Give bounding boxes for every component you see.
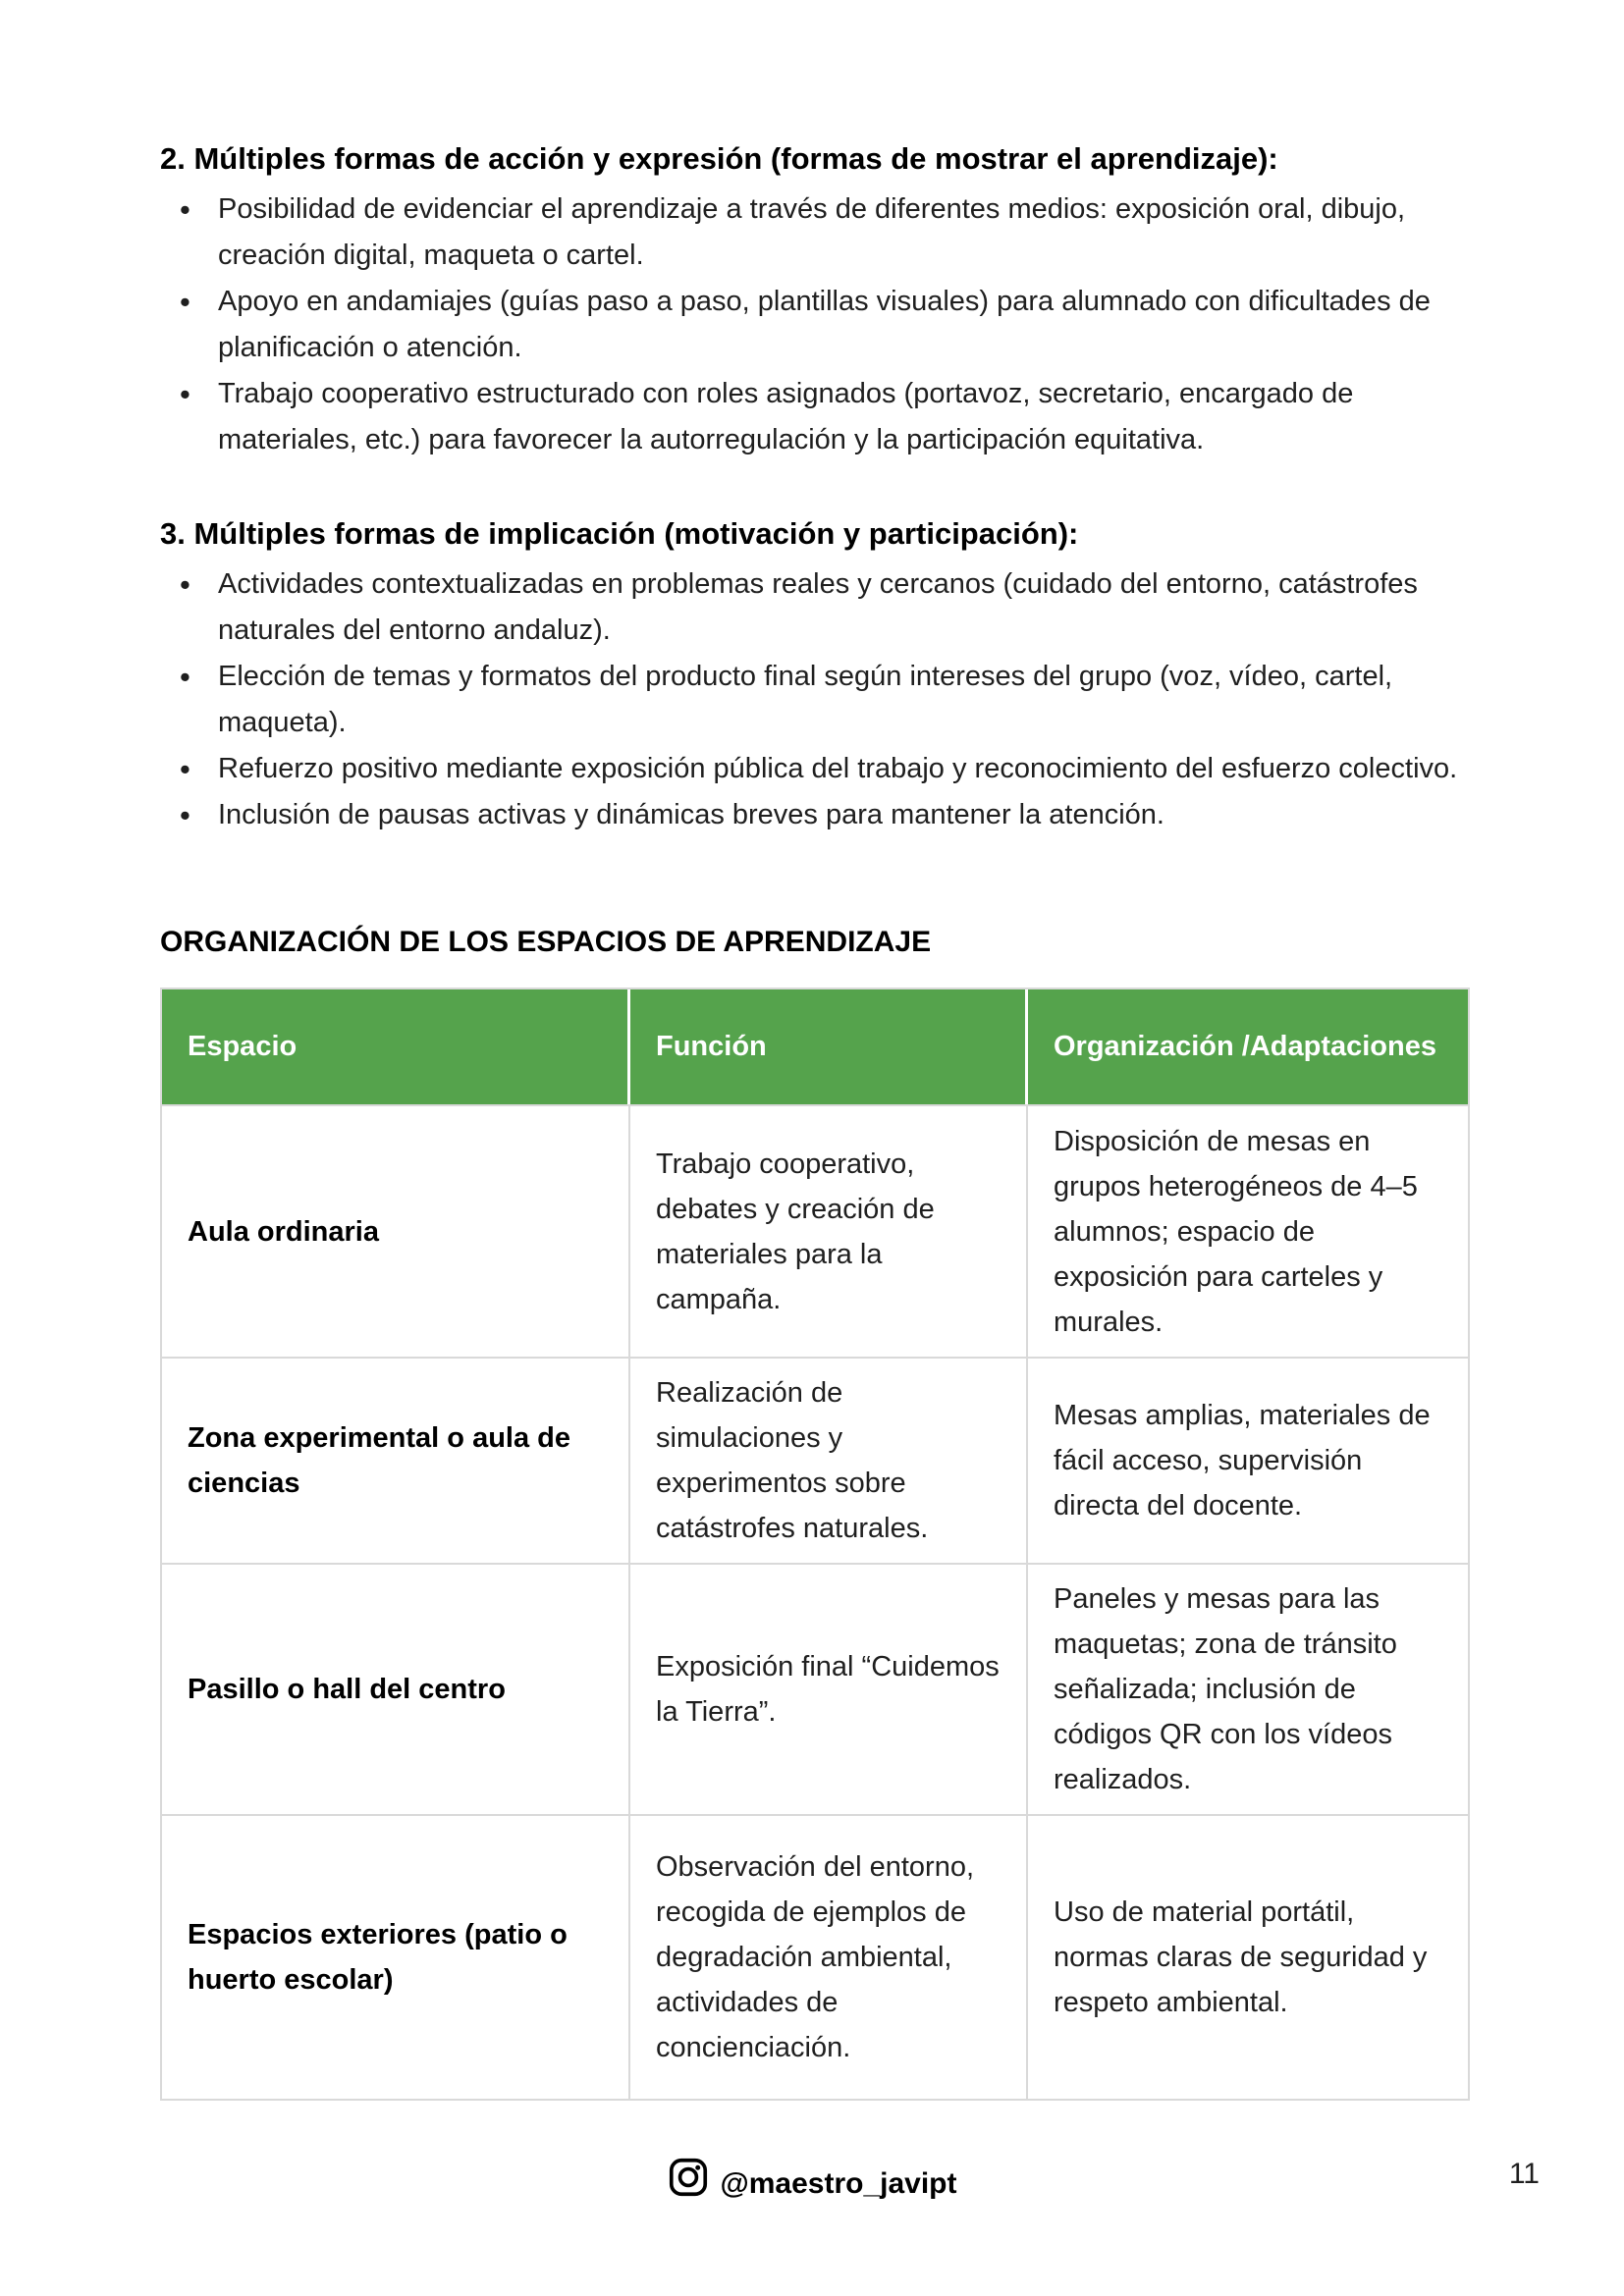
- cell-organizacion: Mesas amplias, materiales de fácil acceso, supervisión directa del docente.: [1028, 1357, 1468, 1563]
- column-header-espacio: Espacio: [162, 989, 630, 1104]
- cell-espacio: Aula ordinaria: [162, 1104, 630, 1357]
- section-title: 2. Múltiples formas de acción y expresión (formas de mostrar el aprendizaje):: [160, 141, 1278, 176]
- cell-funcion: Exposición final “Cuidemos la Tierra”.: [630, 1563, 1028, 1814]
- bullet-list: [160, 561, 1468, 838]
- list-item: • Actividades contextualizadas en problemas reales y cercanos (cuidado del entorno, catástrofes naturales del entorno andaluz).: [160, 561, 1468, 654]
- cell-organizacion: Disposición de mesas en grupos heterogéneos de 4–5 alumnos; espacio de exposición para carteles y murales.: [1028, 1104, 1468, 1357]
- table-section-heading: ORGANIZACIÓN DE LOS ESPACIOS DE APRENDIZAJE: [160, 926, 932, 958]
- instagram-handle: [0, 2156, 1624, 2213]
- list-item: • Refuerzo positivo mediante exposición pública del trabajo y reconocimiento del esfuerzo colectivo.: [160, 746, 1468, 792]
- list-item: • Elección de temas y formatos del producto final según intereses del grupo (voz, vídeo, cartel, maqueta).: [160, 654, 1468, 746]
- table-row: [162, 1814, 1468, 2099]
- table-header: [162, 989, 1468, 1104]
- cell-organizacion: Uso de material portátil, normas claras de seguridad y respeto ambiental.: [1028, 1814, 1468, 2099]
- cell-espacio: Zona experimental o aula de ciencias: [162, 1357, 630, 1563]
- cell-espacio: Pasillo o hall del centro: [162, 1563, 630, 1814]
- cell-funcion: Observación del entorno, recogida de ejemplos de degradación ambiental, actividades de concienciación.: [630, 1814, 1028, 2099]
- instagram-handle-text: @maestro_javipt: [720, 2167, 957, 2200]
- section-title: 3. Múltiples formas de implicación (motivación y participación):: [160, 516, 1079, 551]
- list-item: • Apoyo en andamiajes (guías paso a paso, plantillas visuales) para alumnado con dificultades de planificación o atención.: [160, 279, 1468, 371]
- cell-organizacion: Paneles y mesas para las maquetas; zona de tránsito señalizada; inclusión de códigos QR con los vídeos realizados.: [1028, 1563, 1468, 1814]
- list-item: • Inclusión de pausas activas y dinámicas breves para mantener la atención.: [160, 792, 1468, 838]
- table-row: [162, 1104, 1468, 1357]
- page-footer: [0, 2156, 1624, 2205]
- column-header-organizacion: Organización /Adaptaciones: [1028, 989, 1468, 1104]
- table-header-row: [162, 989, 1468, 1104]
- table-row: [162, 1357, 1468, 1563]
- espacios-table: [160, 988, 1470, 2101]
- column-header-funcion: Función: [630, 989, 1028, 1104]
- section-accion-expresion: [160, 137, 1468, 463]
- page-content: [160, 137, 1468, 2101]
- cell-funcion: Realización de simulaciones y experimentos sobre catástrofes naturales.: [630, 1357, 1028, 1563]
- instagram-icon: [667, 2156, 710, 2213]
- list-item: • Posibilidad de evidenciar el aprendizaje a través de diferentes medios: exposición oral, dibujo, creación digital, maqueta o cartel.: [160, 187, 1468, 279]
- table-row: [162, 1563, 1468, 1814]
- cell-funcion: Trabajo cooperativo, debates y creación de materiales para la campaña.: [630, 1104, 1028, 1357]
- bullet-list: [160, 187, 1468, 463]
- page-number: 11: [1508, 2158, 1540, 2190]
- cell-espacio: Espacios exteriores (patio o huerto escolar): [162, 1814, 630, 2099]
- section-implicacion: [160, 512, 1468, 838]
- list-item: • Trabajo cooperativo estructurado con roles asignados (portavoz, secretario, encargado de materiales, etc.) para favorecer la autorregulación y la participación equitativa.: [160, 371, 1468, 463]
